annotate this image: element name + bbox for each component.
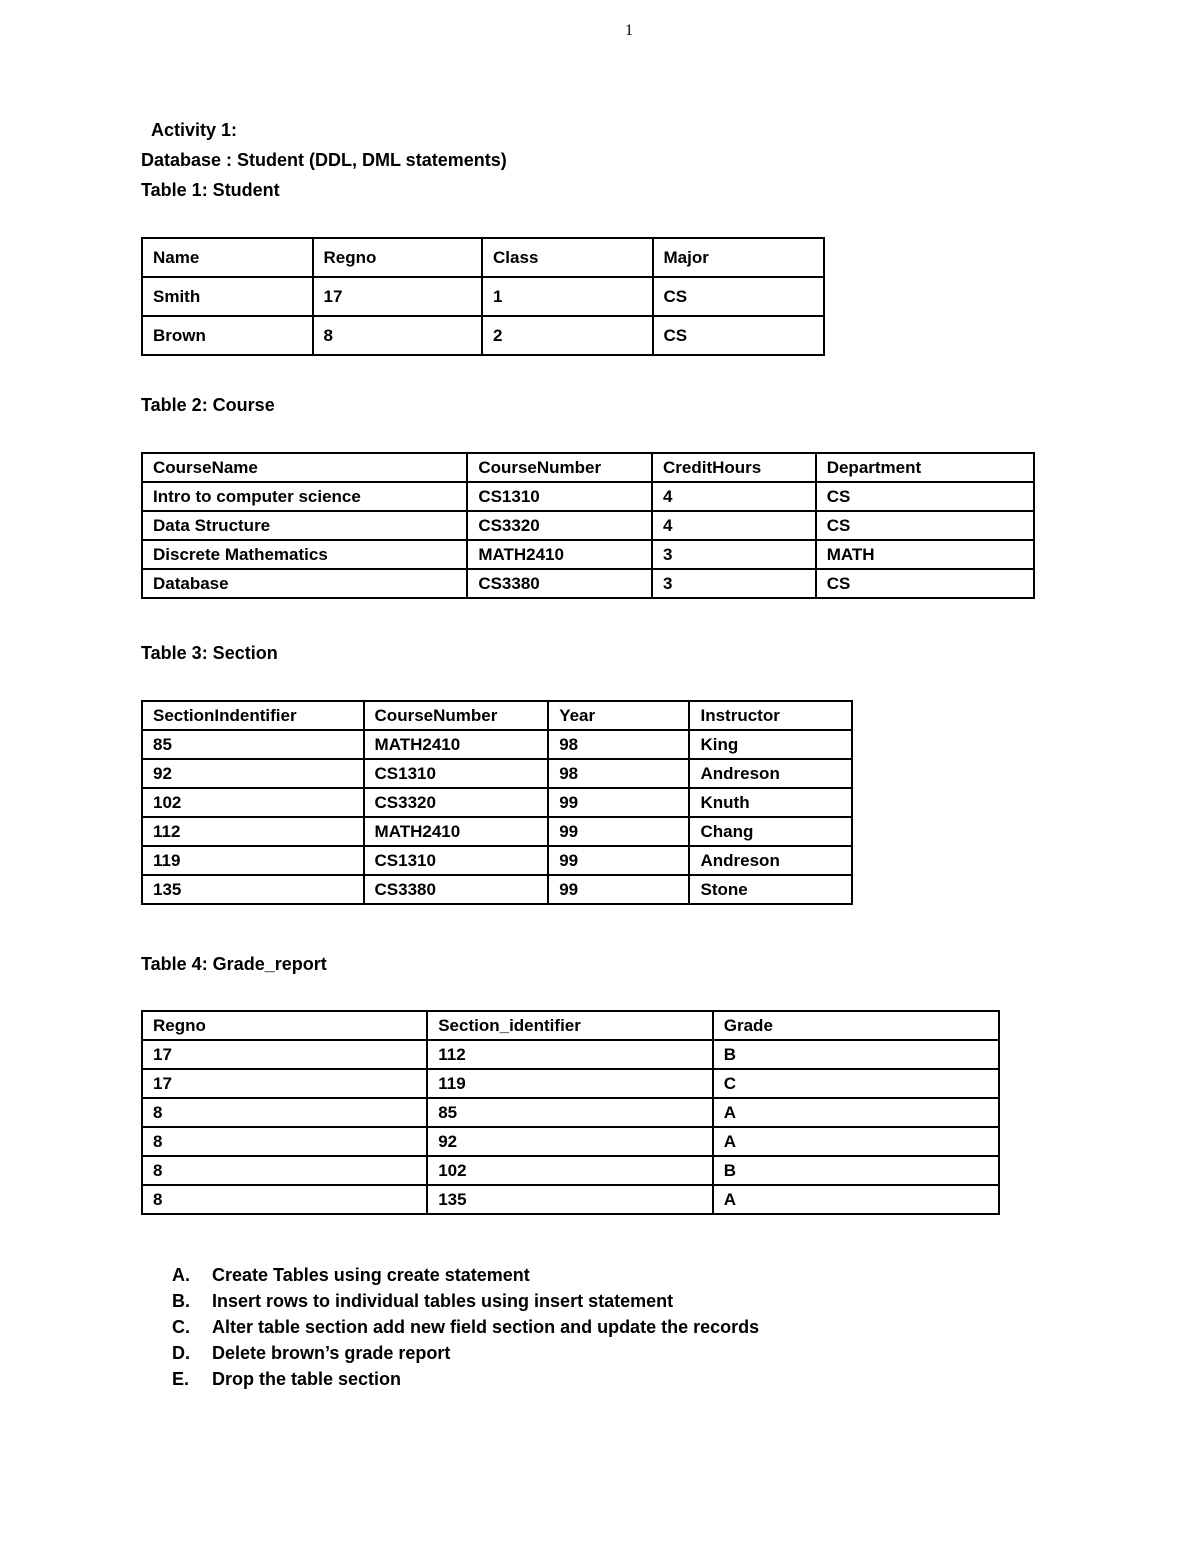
table-cell: 17 bbox=[142, 1069, 427, 1098]
table-cell: 4 bbox=[652, 482, 816, 511]
table-cell: 8 bbox=[313, 316, 483, 355]
table-cell: 135 bbox=[142, 875, 364, 904]
course-table bbox=[141, 452, 1035, 599]
table-cell: 92 bbox=[427, 1127, 713, 1156]
column-header: CourseNumber bbox=[364, 701, 549, 730]
table3-title: Table 3: Section bbox=[141, 643, 278, 663]
table-cell: A bbox=[713, 1098, 999, 1127]
table-row bbox=[142, 540, 1034, 569]
table-row bbox=[142, 1040, 999, 1069]
task-text: Insert rows to individual tables using insert statement bbox=[212, 1291, 674, 1311]
table-cell: CS bbox=[653, 277, 825, 316]
task-item bbox=[172, 1288, 759, 1314]
column-header: Year bbox=[548, 701, 689, 730]
table-cell: 98 bbox=[548, 759, 689, 788]
task-item bbox=[172, 1314, 759, 1340]
table-cell: C bbox=[713, 1069, 999, 1098]
table-row bbox=[142, 1098, 999, 1127]
table-cell: CS3320 bbox=[364, 788, 549, 817]
table-cell: 99 bbox=[548, 846, 689, 875]
table-cell: CS3320 bbox=[467, 511, 652, 540]
column-header: Major bbox=[653, 238, 825, 277]
column-header: CourseNumber bbox=[467, 453, 652, 482]
grade-report-table bbox=[141, 1010, 1000, 1215]
table-cell: MATH2410 bbox=[364, 817, 549, 846]
table-cell: Chang bbox=[689, 817, 852, 846]
task-marker: A. bbox=[172, 1265, 190, 1285]
table-cell: Smith bbox=[142, 277, 313, 316]
table-header-row bbox=[142, 453, 1034, 482]
table-header-row bbox=[142, 701, 852, 730]
table-cell: 2 bbox=[482, 316, 652, 355]
table-header-row bbox=[142, 238, 824, 277]
table-cell: Stone bbox=[689, 875, 852, 904]
column-header: SectionIndentifier bbox=[142, 701, 364, 730]
table-cell: Andreson bbox=[689, 846, 852, 875]
table-cell: 85 bbox=[142, 730, 364, 759]
table-cell: 8 bbox=[142, 1185, 427, 1214]
table-cell: CS bbox=[816, 569, 1034, 598]
table-cell: 3 bbox=[652, 540, 816, 569]
table-row bbox=[142, 1156, 999, 1185]
table-cell: 99 bbox=[548, 875, 689, 904]
table-cell: 98 bbox=[548, 730, 689, 759]
table-cell: CS3380 bbox=[467, 569, 652, 598]
table-cell: 3 bbox=[652, 569, 816, 598]
task-text: Alter table section add new field section and update the records bbox=[212, 1317, 760, 1337]
table-row bbox=[142, 846, 852, 875]
table-cell: King bbox=[689, 730, 852, 759]
table-cell: CS bbox=[816, 482, 1034, 511]
table-row bbox=[142, 316, 824, 355]
task-marker: B. bbox=[172, 1291, 190, 1311]
table-row bbox=[142, 482, 1034, 511]
page-number: 1 bbox=[625, 22, 633, 39]
table-cell: 99 bbox=[548, 817, 689, 846]
task-text: Create Tables using create statement bbox=[212, 1265, 530, 1285]
table-cell: 112 bbox=[142, 817, 364, 846]
table-cell: MATH bbox=[816, 540, 1034, 569]
table-cell: 17 bbox=[142, 1040, 427, 1069]
section-table bbox=[141, 700, 853, 905]
table-cell: 92 bbox=[142, 759, 364, 788]
table2-title: Table 2: Course bbox=[141, 395, 275, 415]
task-text: Delete brown’s grade report bbox=[212, 1343, 451, 1363]
table-row bbox=[142, 277, 824, 316]
column-header: Name bbox=[142, 238, 313, 277]
table-cell: 8 bbox=[142, 1127, 427, 1156]
column-header: Regno bbox=[313, 238, 483, 277]
table-cell: Data Structure bbox=[142, 511, 467, 540]
table-cell: 119 bbox=[142, 846, 364, 875]
table-cell: 102 bbox=[142, 788, 364, 817]
table4-title: Table 4: Grade_report bbox=[141, 954, 327, 974]
task-item bbox=[172, 1340, 759, 1366]
table-cell: Knuth bbox=[689, 788, 852, 817]
table-row bbox=[142, 511, 1034, 540]
table-cell: Intro to computer science bbox=[142, 482, 467, 511]
table-cell: 102 bbox=[427, 1156, 713, 1185]
table-row bbox=[142, 1069, 999, 1098]
table-cell: Brown bbox=[142, 316, 313, 355]
column-header: CourseName bbox=[142, 453, 467, 482]
table-cell: 4 bbox=[652, 511, 816, 540]
table-cell: 85 bbox=[427, 1098, 713, 1127]
table-cell: CS3380 bbox=[364, 875, 549, 904]
column-header: Section_identifier bbox=[427, 1011, 713, 1040]
column-header: Grade bbox=[713, 1011, 999, 1040]
table-row bbox=[142, 788, 852, 817]
task-text: Drop the table section bbox=[212, 1369, 402, 1389]
table-cell: MATH2410 bbox=[364, 730, 549, 759]
table-cell: CS bbox=[653, 316, 825, 355]
column-header: CreditHours bbox=[652, 453, 816, 482]
table-cell: 17 bbox=[313, 277, 483, 316]
table-cell: 8 bbox=[142, 1156, 427, 1185]
table-cell: 99 bbox=[548, 788, 689, 817]
table-header-row bbox=[142, 1011, 999, 1040]
table-cell: CS1310 bbox=[364, 846, 549, 875]
student-table bbox=[141, 237, 825, 356]
table-row bbox=[142, 1127, 999, 1156]
table-cell: CS bbox=[816, 511, 1034, 540]
column-header: Class bbox=[482, 238, 652, 277]
table-cell: A bbox=[713, 1127, 999, 1156]
table-cell: Andreson bbox=[689, 759, 852, 788]
table-cell: 8 bbox=[142, 1098, 427, 1127]
table-cell: A bbox=[713, 1185, 999, 1214]
table-row bbox=[142, 1185, 999, 1214]
column-header: Department bbox=[816, 453, 1034, 482]
task-item bbox=[172, 1366, 759, 1392]
table-cell: MATH2410 bbox=[467, 540, 652, 569]
table-cell: CS1310 bbox=[364, 759, 549, 788]
table-cell: Database bbox=[142, 569, 467, 598]
column-header: Instructor bbox=[689, 701, 852, 730]
table-cell: 112 bbox=[427, 1040, 713, 1069]
database-heading: Database : Student (DDL, DML statements) bbox=[141, 150, 507, 170]
task-marker: C. bbox=[172, 1317, 190, 1337]
table-row bbox=[142, 569, 1034, 598]
activity-heading: Activity 1: bbox=[151, 120, 238, 140]
table-cell: 119 bbox=[427, 1069, 713, 1098]
table-cell: Discrete Mathematics bbox=[142, 540, 467, 569]
table-cell: 135 bbox=[427, 1185, 713, 1214]
column-header: Regno bbox=[142, 1011, 427, 1040]
task-marker: D. bbox=[172, 1343, 190, 1363]
task-list bbox=[172, 1262, 759, 1392]
table-cell: B bbox=[713, 1156, 999, 1185]
table-row bbox=[142, 817, 852, 846]
task-marker: E. bbox=[172, 1369, 190, 1389]
table1-title: Table 1: Student bbox=[141, 180, 280, 200]
task-item bbox=[172, 1262, 759, 1288]
table-cell: 1 bbox=[482, 277, 652, 316]
table-row bbox=[142, 730, 852, 759]
table-cell: B bbox=[713, 1040, 999, 1069]
table-cell: CS1310 bbox=[467, 482, 652, 511]
table-row bbox=[142, 759, 852, 788]
table-row bbox=[142, 875, 852, 904]
